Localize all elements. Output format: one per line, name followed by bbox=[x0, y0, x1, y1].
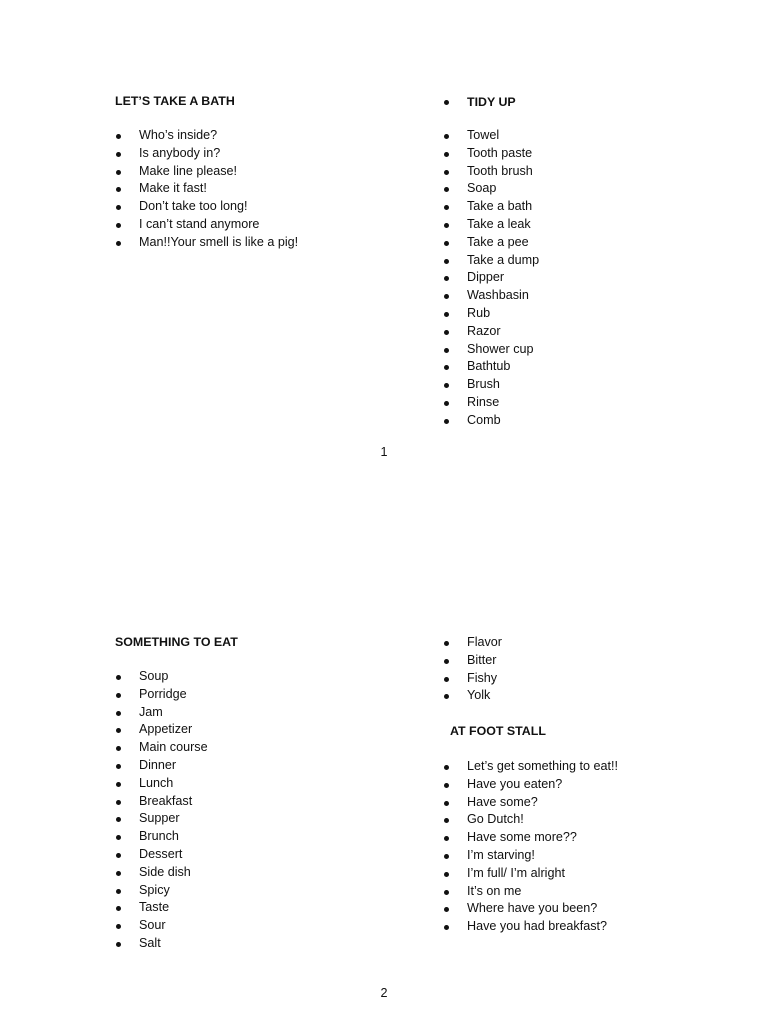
list-item: Take a bath bbox=[443, 198, 539, 216]
list-item: Rinse bbox=[443, 394, 539, 412]
list-item: Breakfast bbox=[115, 793, 208, 811]
list-item: Where have you been? bbox=[443, 900, 618, 918]
list-item: I’m starving! bbox=[443, 847, 618, 865]
list-item: Bitter bbox=[443, 652, 502, 670]
list-item: Have some more?? bbox=[443, 829, 618, 847]
list-item: Let’s get something to eat!! bbox=[443, 758, 618, 776]
list-item: Razor bbox=[443, 323, 539, 341]
list-item: Brush bbox=[443, 376, 539, 394]
list-item: Lunch bbox=[115, 775, 208, 793]
list-item: Washbasin bbox=[443, 287, 539, 305]
list-item: Have you had breakfast? bbox=[443, 918, 618, 936]
list-item: Tooth brush bbox=[443, 163, 539, 181]
list-item: Make line please! bbox=[115, 163, 298, 181]
list-item: Sour bbox=[115, 917, 208, 935]
list-item: Is anybody in? bbox=[115, 145, 298, 163]
list-item: Fishy bbox=[443, 670, 502, 688]
page-number: 2 bbox=[380, 986, 388, 1000]
list-item: Salt bbox=[115, 935, 208, 953]
list-item: Porridge bbox=[115, 686, 208, 704]
list-item: I’m full/ I’m alright bbox=[443, 865, 618, 883]
list-item: Bathtub bbox=[443, 358, 539, 376]
list-item: Appetizer bbox=[115, 721, 208, 739]
list-item: Taste bbox=[115, 899, 208, 917]
list-item: Dipper bbox=[443, 269, 539, 287]
bath-phrases-heading: LET’S TAKE A BATH bbox=[115, 94, 235, 108]
list-item: Soup bbox=[115, 668, 208, 686]
list-item: Who’s inside? bbox=[115, 127, 298, 145]
list-item: Rub bbox=[443, 305, 539, 323]
list-item: Take a leak bbox=[443, 216, 539, 234]
taste-vocabulary-list bbox=[443, 634, 502, 705]
list-item: Brunch bbox=[115, 828, 208, 846]
list-item: Supper bbox=[115, 810, 208, 828]
list-item: I can’t stand anymore bbox=[115, 216, 298, 234]
list-item: Take a dump bbox=[443, 252, 539, 270]
bath-phrases-list bbox=[115, 127, 298, 252]
list-item: Yolk bbox=[443, 687, 502, 705]
list-item: Soap bbox=[443, 180, 539, 198]
list-item: Don’t take too long! bbox=[115, 198, 298, 216]
list-item: It’s on me bbox=[443, 883, 618, 901]
at-foot-stall-heading: AT FOOT STALL bbox=[450, 724, 546, 738]
food-stall-phrases-list bbox=[443, 758, 618, 936]
list-item: Main course bbox=[115, 739, 208, 757]
something-to-eat-heading: SOMETHING TO EAT bbox=[115, 635, 238, 649]
list-item: Have some? bbox=[443, 794, 618, 812]
page-1 bbox=[0, 0, 768, 470]
list-item: Dinner bbox=[115, 757, 208, 775]
list-item: Man!!Your smell is like a pig! bbox=[115, 234, 298, 252]
list-item: Spicy bbox=[115, 882, 208, 900]
list-item: Go Dutch! bbox=[443, 811, 618, 829]
list-item: Shower cup bbox=[443, 341, 539, 359]
page-number: 1 bbox=[380, 445, 388, 459]
list-item: Dessert bbox=[115, 846, 208, 864]
list-item: Side dish bbox=[115, 864, 208, 882]
tidy-up-heading: TIDY UP bbox=[443, 94, 516, 110]
page-2 bbox=[0, 540, 768, 1024]
list-item: Take a pee bbox=[443, 234, 539, 252]
food-vocabulary-list bbox=[115, 668, 208, 953]
list-item: Have you eaten? bbox=[443, 776, 618, 794]
list-item: Comb bbox=[443, 412, 539, 430]
list-item: Flavor bbox=[443, 634, 502, 652]
list-item: Make it fast! bbox=[115, 180, 298, 198]
list-item: Towel bbox=[443, 127, 539, 145]
list-item: Tooth paste bbox=[443, 145, 539, 163]
tidy-up-list bbox=[443, 127, 539, 430]
list-item: Jam bbox=[115, 704, 208, 722]
